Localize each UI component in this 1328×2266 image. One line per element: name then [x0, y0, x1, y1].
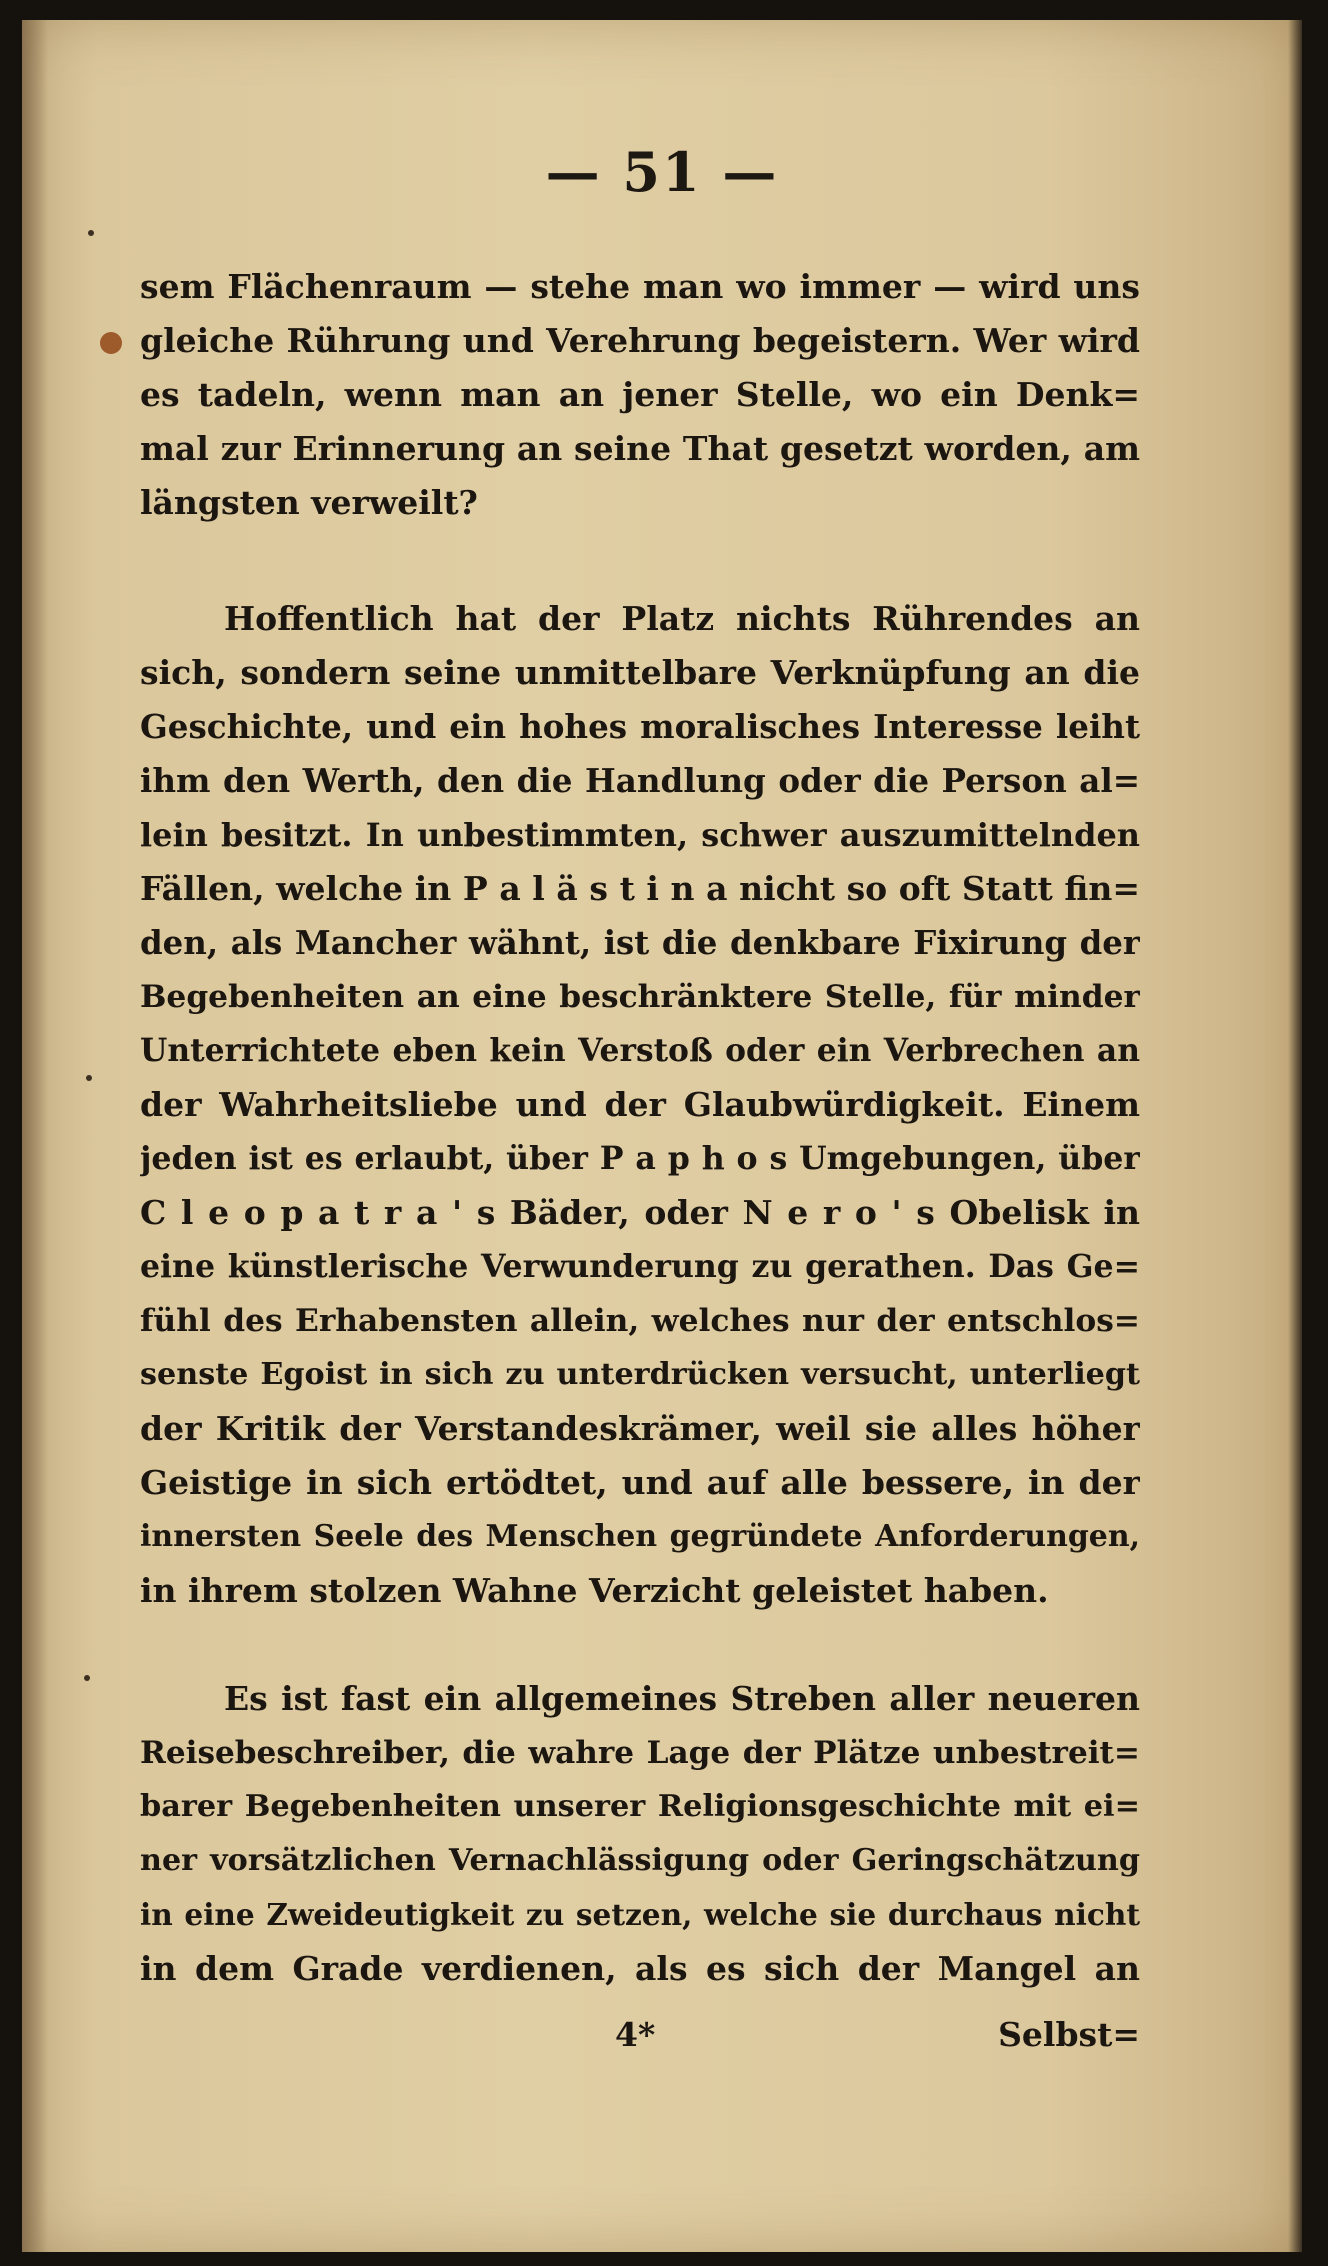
text-line: C l e o p a t r a ' s Bäder, oder N e r o ' s Obelisk in — [140, 1193, 1140, 1232]
text-line: Geistige in sich ertödtet, und auf alle bessere, in der — [140, 1463, 1140, 1502]
page-number: — 51 — — [545, 140, 779, 204]
text-line: in ihrem stolzen Wahne Verzicht geleistet haben. — [140, 1571, 1049, 1610]
text-line: lein besitzt. In unbestimmten, schwer auszumittelnden — [140, 816, 1140, 854]
text-line: sem Flächenraum — stehe man wo immer — wird uns — [140, 267, 1140, 306]
page-edge-shadow — [1288, 20, 1302, 2252]
paragraph-1 — [140, 260, 1140, 530]
text-line: jeden ist es erlaubt, über P a p h o s Umgebungen, über — [140, 1140, 1140, 1177]
text-line: Reisebeschreiber, die wahre Lage der Plätze unbestreit= — [140, 1735, 1140, 1771]
spine-shadow — [22, 20, 48, 2252]
page-footer-line — [140, 2008, 1140, 2062]
text-line: Begebenheiten an eine beschränktere Stelle, für minder — [140, 979, 1140, 1015]
text-line: Hoffentlich hat der Platz nichts Rührendes an — [224, 599, 1140, 638]
text-line: es tadeln, wenn man an jener Stelle, wo ein Denk= — [140, 375, 1140, 414]
paragraph-2 — [140, 592, 1140, 1618]
text-line: innersten Seele des Menschen gegründete Anforderungen, — [140, 1519, 1140, 1554]
text-line: längsten verweilt? — [140, 483, 478, 522]
text-line: senste Egoist in sich zu unterdrücken versucht, unterliegt — [140, 1357, 1140, 1392]
ink-speck — [86, 1075, 92, 1081]
text-line: Es ist fast ein allgemeines Streben aller neueren — [224, 1679, 1140, 1718]
ink-speck — [88, 230, 94, 236]
text-line: mal zur Erinnerung an seine That gesetzt worden, am — [140, 429, 1140, 468]
text-line: Geschichte, und ein hohes moralisches Interesse leiht — [140, 707, 1140, 746]
text-line: barer Begebenheiten unserer Religionsgeschichte mit ei= — [140, 1789, 1140, 1824]
text-line: ihm den Werth, den die Handlung oder die Person al= — [140, 761, 1140, 800]
text-line: ner vorsätzlichen Vernachlässigung oder Geringschätzung — [140, 1843, 1140, 1878]
foxing-stain — [100, 332, 122, 354]
text-line: Fällen, welche in P a l ä s t i n a nicht so oft Statt fin= — [140, 869, 1140, 908]
text-line: fühl des Erhabensten allein, welches nur der entschlos= — [140, 1303, 1140, 1339]
text-line: der Wahrheitsliebe und der Glaubwürdigkeit. Einem — [140, 1085, 1140, 1124]
text-line: sich, sondern seine unmittelbare Verknüpfung an die — [140, 653, 1140, 692]
ink-speck — [84, 1675, 90, 1681]
catchword: Selbst= — [998, 2015, 1140, 2054]
text-line: gleiche Rührung und Verehrung begeistern. Wer wird — [140, 321, 1140, 360]
text-line: den, als Mancher wähnt, ist die denkbare Fixirung der — [140, 924, 1140, 962]
text-line: Unterrichtete eben kein Verstoß oder ein Verbrechen an — [140, 1033, 1140, 1069]
text-line: der Kritik der Verstandeskrämer, weil sie alles höher — [140, 1409, 1140, 1448]
text-line: in eine Zweideutigkeit zu setzen, welche sie durchaus nicht — [140, 1897, 1140, 1932]
text-line: eine künstlerische Verwunderung zu gerathen. Das Ge= — [140, 1248, 1140, 1285]
text-line: in dem Grade verdienen, als es sich der Mangel an — [140, 1949, 1140, 1988]
paragraph-3 — [140, 1672, 1140, 1996]
book-page — [22, 20, 1302, 2252]
signature-mark: 4* — [615, 2015, 656, 2054]
